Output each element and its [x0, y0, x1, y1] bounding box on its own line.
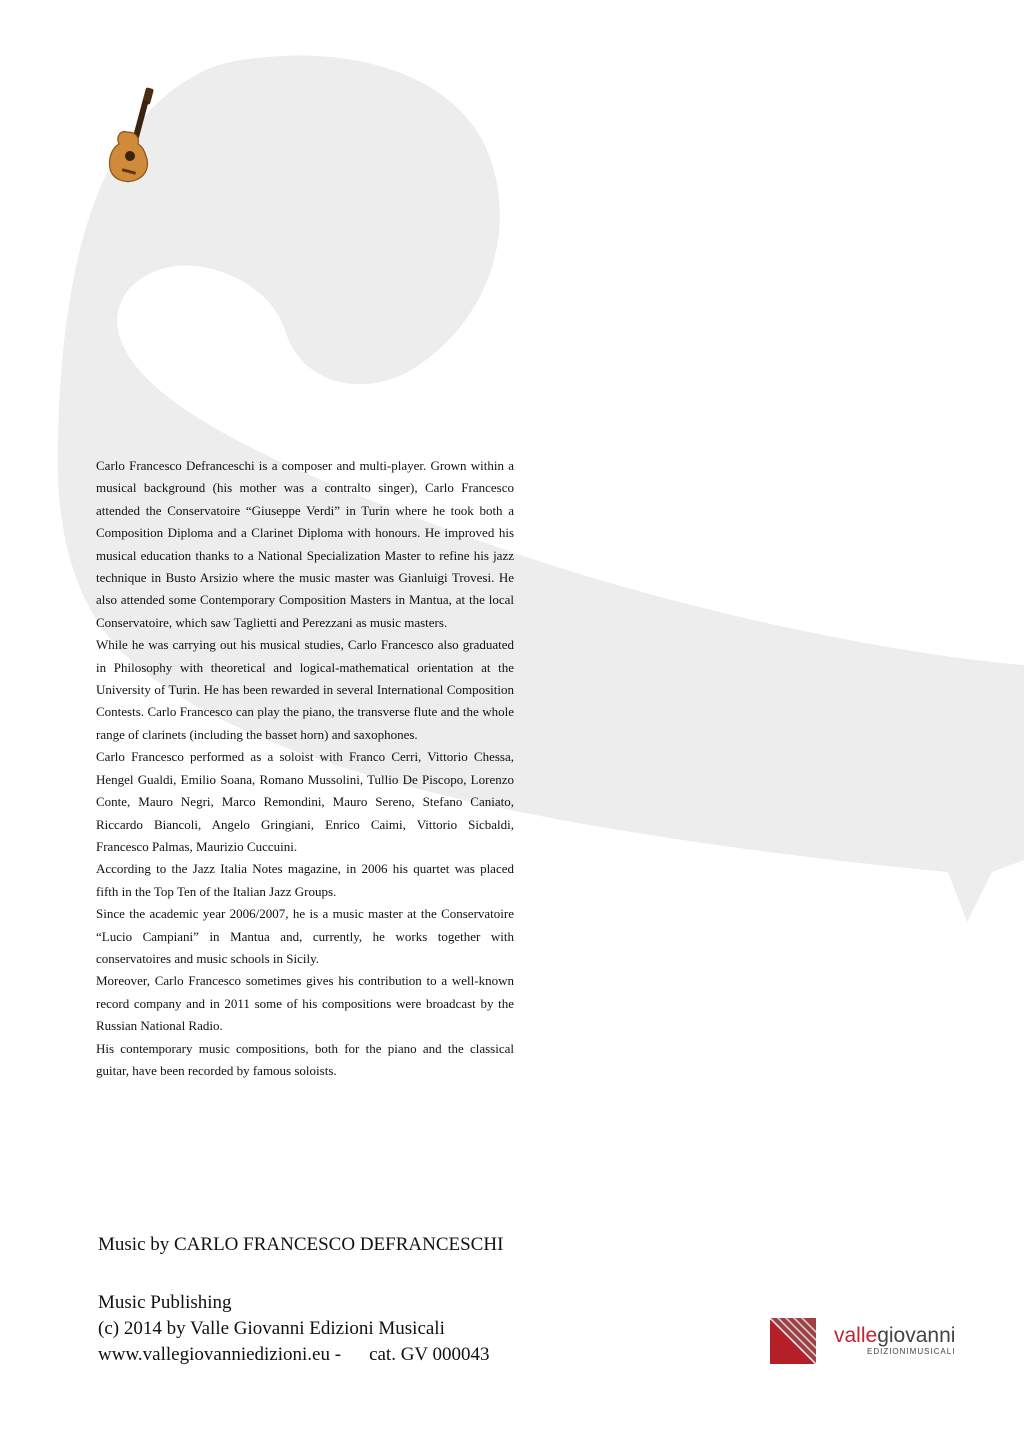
classical-guitar-icon — [104, 86, 158, 188]
publishing-info — [98, 1290, 490, 1368]
bio-paragraph: Carlo Francesco performed as a soloist with Franco Cerri, Vittorio Chessa, Hengel Gualdi, Emilio Soana, Romano Mussolini, Tullio De Piscopo, Lorenzo Conte, Mauro Negri, Marco Remondini, Mauro Sereno, Stefano Caniato, Riccardo Biancoli, Angelo Gringiani, Enrico Caimi, Vittorio Sicbaldi, Francesco Palmas, Maurizio Cuccuini. — [96, 749, 514, 854]
bio-paragraph: His contemporary music compositions, both for the piano and the classical guitar, have been recorded by famous soloists. — [96, 1040, 514, 1078]
logo-mark-icon — [770, 1318, 816, 1364]
catalog-number: cat. GV 000043 — [369, 1344, 490, 1365]
composer-credit: Music by CARLO FRANCESCO DEFRANCESCHI — [98, 1234, 504, 1255]
bio-paragraph: Moreover, Carlo Francesco sometimes gives his contribution to a well-known record company and in 2011 some of his compositions were broadcast by the Russian National Radio. — [96, 973, 514, 1034]
publishing-heading: Music Publishing — [98, 1292, 232, 1313]
bio-paragraph: According to the Jazz Italia Notes magazine, in 2006 his quartet was placed fifth in the Top Ten of the Italian Jazz Groups. — [96, 861, 514, 899]
logo-word-valle: valle — [834, 1324, 878, 1347]
copyright-line: (c) 2014 by Valle Giovanni Edizioni Musicali — [98, 1318, 445, 1339]
logo-wordmark — [834, 1325, 955, 1357]
bio-paragraph: Since the academic year 2006/2007, he is a music master at the Conservatoire “Lucio Campiani” in Mantua and, currently, he works together with conservatoires and music schools in Sicily. — [96, 906, 514, 966]
biography — [96, 455, 514, 1082]
logo-word-giovanni: giovanni — [877, 1324, 956, 1347]
website-catalog-line — [98, 1342, 490, 1368]
website-link[interactable]: www.vallegiovanniedizioni.eu - — [98, 1344, 342, 1365]
logo-subtitle: EDIZIONIMUSICALI — [866, 1347, 956, 1356]
publisher-logo — [770, 1318, 955, 1364]
bio-paragraph: Carlo Francesco Defranceschi is a composer and multi-player. Grown within a musical background (his mother was a contralto singer), Carlo Francesco attended the Conservatoire “Giuseppe Verdi” in Turin where he took both a Composition Diploma and a Clarinet Diploma with honours. He improved his musical education thanks to a National Specialization Master to refine his jazz technique in Busto Arsizio where the music master was Gianluigi Trovesi. He also attended some Contemporary Composition Masters in Mantua, at the local Conservatoire, which saw Taglietti and Perezzani as music masters. — [96, 458, 514, 630]
bio-paragraph: While he was carrying out his musical studies, Carlo Francesco also graduated in Philosophy with theoretical and logical-mathematical orientation at the University of Turin. He has been rewarded in several International Composition Contests. Carlo Francesco can play the piano, the transverse flute and the whole range of clarinets (including the basset horn) and saxophones. — [96, 637, 514, 742]
